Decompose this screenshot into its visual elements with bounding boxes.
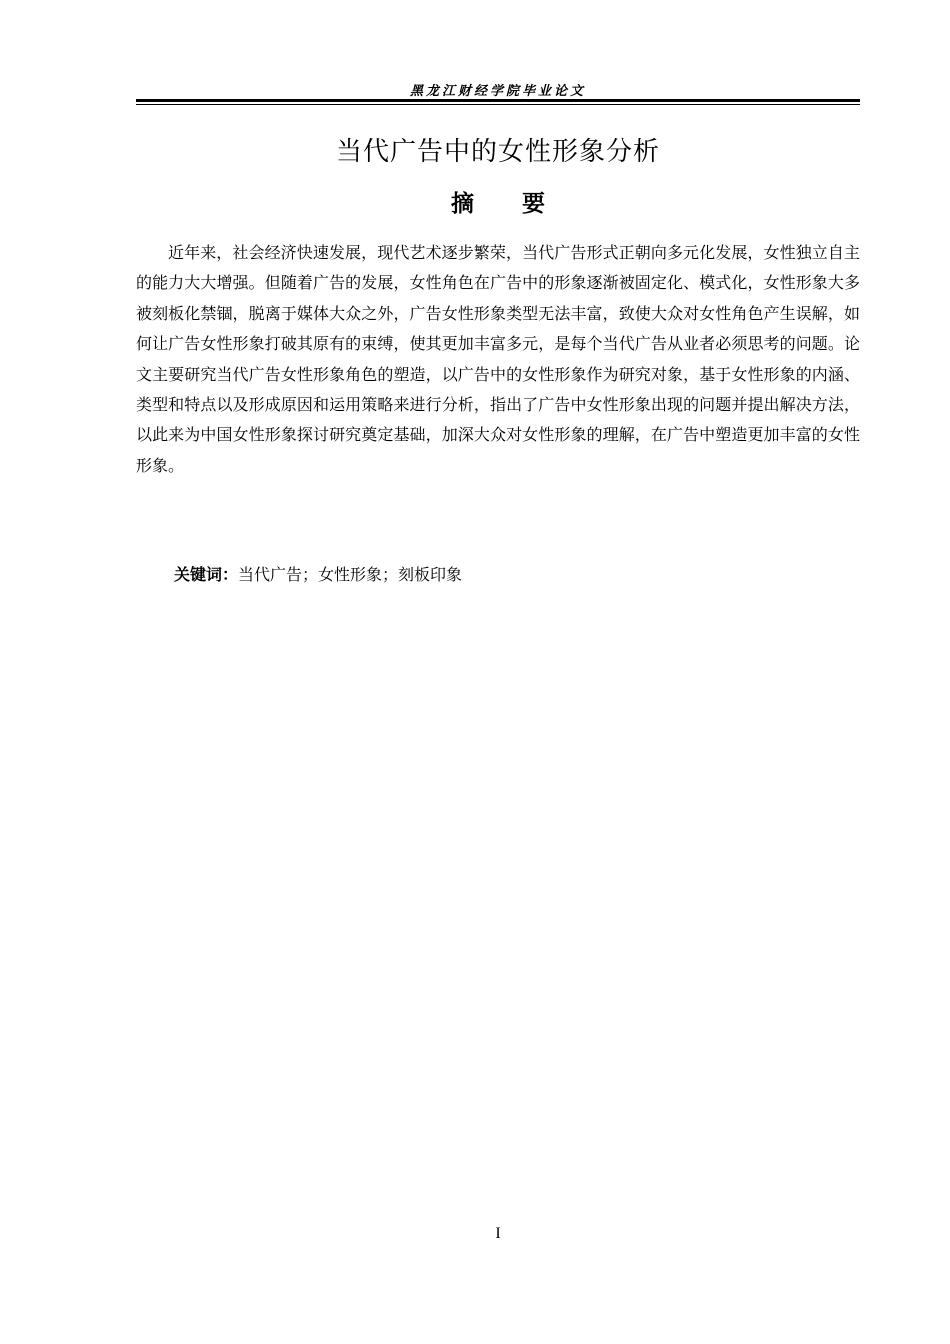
page-header [136,78,860,104]
page-number: I [495,1225,501,1242]
header-rule-thin [136,104,860,105]
abstract-body: 近年来，社会经济快速发展，现代艺术逐步繁荣，当代广告形式正朝向多元化发展，女性独立自主的能力大大增强。但随着广告的发展，女性角色在广告中的形象逐渐被固定化、模式化，女性形象大多被刻板化禁锢，脱离于媒体大众之外，广告女性形象类型无法丰富，致使大众对女性角色产生误解，如何让广告女性形象打破其原有的束缚，使其更加丰富多元，是每个当代广告从业者必须思考的问题。论文主要研究当代广告女性形象角色的塑造，以广告中的女性形象作为研究对象，基于女性形象的内涵、类型和特点以及形成原因和运用策略来进行分析，指出了广告中女性形象出现的问题并提出解决方法，以此来为中国女性形象探讨研究奠定基础，加深大众对女性形象的理解，在广告中塑造更加丰富的女性形象。 [136,243,860,475]
keywords-label: 关键词： [174,565,239,584]
keywords [174,562,462,585]
header-rule-thick [136,99,860,102]
keywords-value: 当代广告；女性形象；刻板印象 [238,565,463,584]
paper-title: 当代广告中的女性形象分析 [335,137,660,167]
abstract-heading: 摘要 [451,191,593,217]
header-text: 黑龙江财经学院毕业论文 [409,84,586,99]
